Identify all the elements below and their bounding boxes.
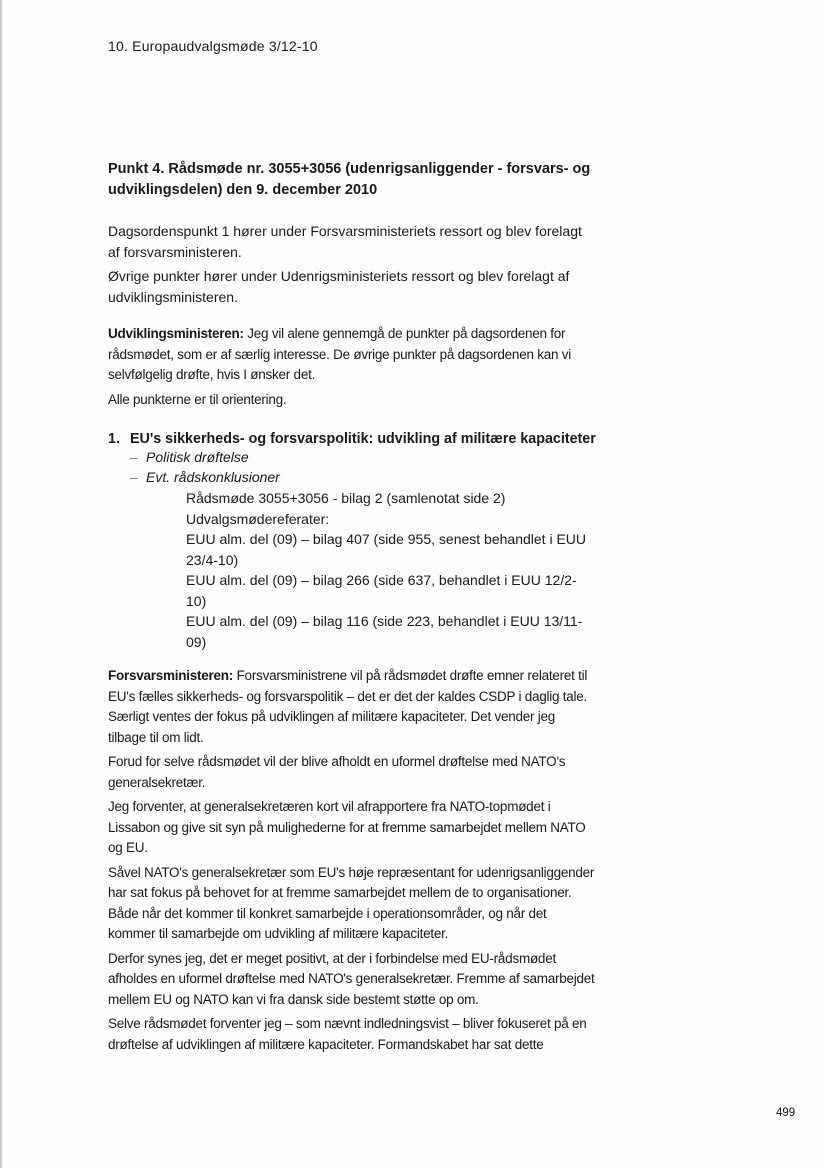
dash-marker: –: [130, 449, 138, 465]
reference-line: EUU alm. del (09) – bilag 116 (side 223, behandlet i EUU 13/11-09): [186, 613, 583, 650]
reference-line: EUU alm. del (09) – bilag 407 (side 955, senest behandlet i EUU 23/4-10): [186, 531, 586, 568]
subitem: [130, 447, 280, 467]
speaker-text: Forsvarsministrene vil på rådsmødet drøfte emner relateret til EU's fælles sikkerheds- og forsvarspolitik – det er det der kaldes CSDP i daglig tale. Særligt ventes der fokus på udviklingen af militære kapaciteter. Det vender jeg tilbage til om lidt.: [108, 668, 588, 745]
scan-edge: [0, 0, 3, 1168]
page-header: 10. Europaudvalgsmøde 3/12-10: [108, 38, 318, 54]
udviklingsminister-statement: [108, 324, 596, 386]
body-paragraph: Selve rådsmødet forventer jeg – som nævnt indledningsvist – bliver fokuseret på en drøftelse af udviklingen af militære kapaciteter. Formandskabet har sat dette: [108, 1016, 587, 1052]
forsvarsminister-block: [108, 666, 596, 1059]
body-paragraph: Jeg forventer, at generalsekretæren kort vil afrapportere fra NATO-topmødet i Lissabon og give sit syn på mulighederne for at fremme samarbejdet mellem NATO og EU.: [108, 799, 586, 855]
orientation-note: Alle punkterne er til orientering.: [108, 391, 287, 407]
intro-paragraph: Dagsordenspunkt 1 hører under Forsvarsministeriets ressort og blev forelagt af forsvarsministeren.: [108, 223, 582, 260]
speaker-label: Udviklingsministeren:: [108, 326, 244, 341]
page-number: 499: [776, 1107, 796, 1119]
subitem: [130, 467, 280, 487]
agenda-item-title: [108, 429, 598, 449]
intro-paragraph: Øvrige punkter hører under Udenrigsministeriets ressort og blev forelagt af udviklingsministeren.: [108, 268, 570, 305]
forsvarsminister-statement: [108, 666, 596, 748]
agenda-item-heading: EU's sikkerheds- og forsvarspolitik: udvikling af militære kapaciteter: [130, 431, 596, 447]
body-paragraph: Derfor synes jeg, det er meget positivt, at der i forbindelse med EU-rådsmødet afholdes en uformel drøftelse med NATO's generalsekretær. Fremme af samarbejdet mellem EU og NATO kan vi fra dansk side bestemt støtte op om.: [108, 950, 595, 1007]
dash-marker: –: [130, 469, 138, 485]
body-paragraph: Forud for selve rådsmødet vil der blive afholdt en uformel drøftelse med NATO's generalsekretær.: [108, 754, 566, 790]
intro-block: [108, 221, 596, 311]
speaker-text: Jeg vil alene gennemgå de punkter på dagsordenen for rådsmødet, som er af særlig interesse. De øvrige punkter på dagsordenen kan vi selvfølgelig drøfte, hvis I ønsker det.: [108, 326, 571, 382]
agenda-subitems: [130, 447, 280, 487]
body-paragraph: Såvel NATO's generalsekretær som EU's høje repræsentant for udenrigsanliggender har sat fokus på behovet for at fremme samarbejdet mellem de to organisationer. Både når det kommer til konkret samarbejde i operationsområder, og når det kommer til samarbejde om udvikling af militære kapaciteter.: [108, 864, 595, 941]
subitem-text: Evt. rådskonklusioner: [146, 469, 280, 485]
reference-line: EUU alm. del (09) – bilag 266 (side 637, behandlet i EUU 12/2-10): [186, 572, 577, 609]
subitem-text: Politisk drøftelse: [146, 449, 249, 465]
reference-list: [186, 488, 591, 652]
agenda-item-number: 1.: [108, 431, 120, 447]
section-title: Punkt 4. Rådsmøde nr. 3055+3056 (udenrigsanliggender - forsvars- og udviklingsdelen) den 9. december 2010: [108, 161, 591, 198]
speaker-label: Forsvarsministeren:: [108, 668, 234, 683]
udviklingsminister-block: [108, 324, 596, 414]
reference-line: Udvalgsmødereferater:: [186, 510, 330, 527]
reference-line: Rådsmøde 3055+3056 - bilag 2 (samlenotat side 2): [186, 490, 506, 506]
